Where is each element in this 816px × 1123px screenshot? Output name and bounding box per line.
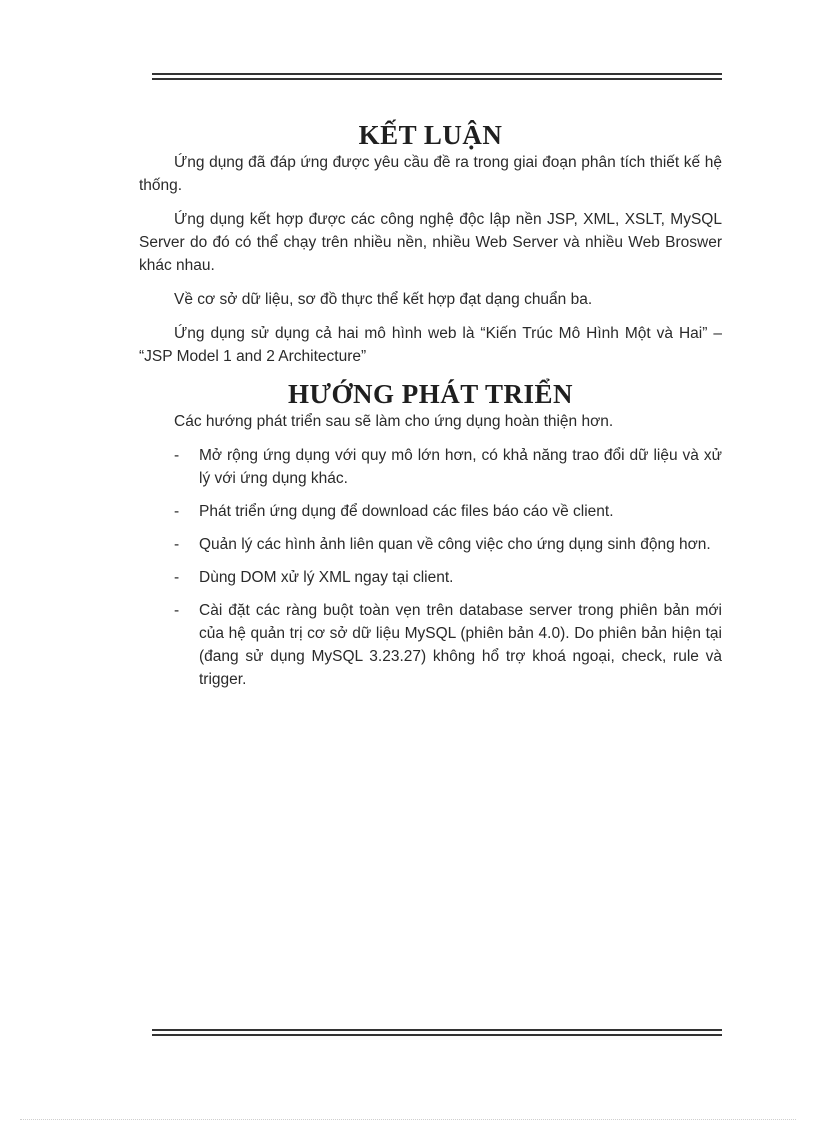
conclusion-paragraph-3: Về cơ sở dữ liệu, sơ đồ thực thể kết hợp đạt dạng chuẩn ba. <box>174 291 593 308</box>
list-item-text: Dùng DOM xử lý XML ngay tại client. <box>199 569 454 586</box>
bullet-dash: - <box>174 447 180 464</box>
conclusion-paragraph-1: Ứng dụng đã đáp ứng được yêu cầu đề ra trong giai đoạn phân tích thiết kế hệ thống. <box>139 154 722 194</box>
list-item <box>139 533 722 556</box>
direction-title: HƯỚNG PHÁT TRIỂN <box>287 379 574 409</box>
list-item-text: Cài đặt các ràng buột toàn vẹn trên database server trong phiên bản mới của hệ quản trị cơ sở dữ liệu MySQL (phiên bản 4.0). Do phiên bản hiện tại (đang sử dụng MySQL 3.23.27) không hổ trợ khoá ngoại, check, rule và trigger. <box>199 602 722 688</box>
list-item <box>139 500 722 523</box>
list-item-text: Phát triển ứng dụng để download các files báo cáo về client. <box>199 503 614 520</box>
direction-list <box>139 444 722 691</box>
list-item-text: Quản lý các hình ảnh liên quan về công việc cho ứng dụng sinh động hơn. <box>199 536 711 553</box>
list-item <box>139 444 722 490</box>
header-double-rule <box>152 73 722 80</box>
list-item <box>139 599 722 691</box>
conclusion-paragraph-4: Ứng dụng sử dụng cả hai mô hình web là “Kiến Trúc Mô Hình Một và Hai” – “JSP Model 1 and 2 Architecture” <box>139 325 722 365</box>
conclusion-title: KẾT LUẬN <box>358 120 503 150</box>
bullet-dash: - <box>174 569 180 586</box>
direction-intro: Các hướng phát triển sau sẽ làm cho ứng dụng hoàn thiện hơn. <box>174 413 614 430</box>
bullet-dash: - <box>174 503 180 520</box>
bullet-dash: - <box>174 602 180 619</box>
footer-double-rule <box>152 1029 722 1036</box>
bullet-dash: - <box>174 536 180 553</box>
list-item-text: Mở rộng ứng dụng với quy mô lớn hơn, có khả năng trao đổi dữ liệu và xử lý với ứng dụng khác. <box>199 447 722 487</box>
conclusion-paragraph-2: Ứng dụng kết hợp được các công nghệ độc lập nền JSP, XML, XSLT, MySQL Server do đó có thể chạy trên nhiều nền, nhiều Web Server và nhiều Web Broswer khác nhau. <box>139 211 722 274</box>
list-item <box>139 566 722 589</box>
page-content <box>139 120 722 701</box>
page-bottom-dotted-line <box>20 1119 796 1120</box>
